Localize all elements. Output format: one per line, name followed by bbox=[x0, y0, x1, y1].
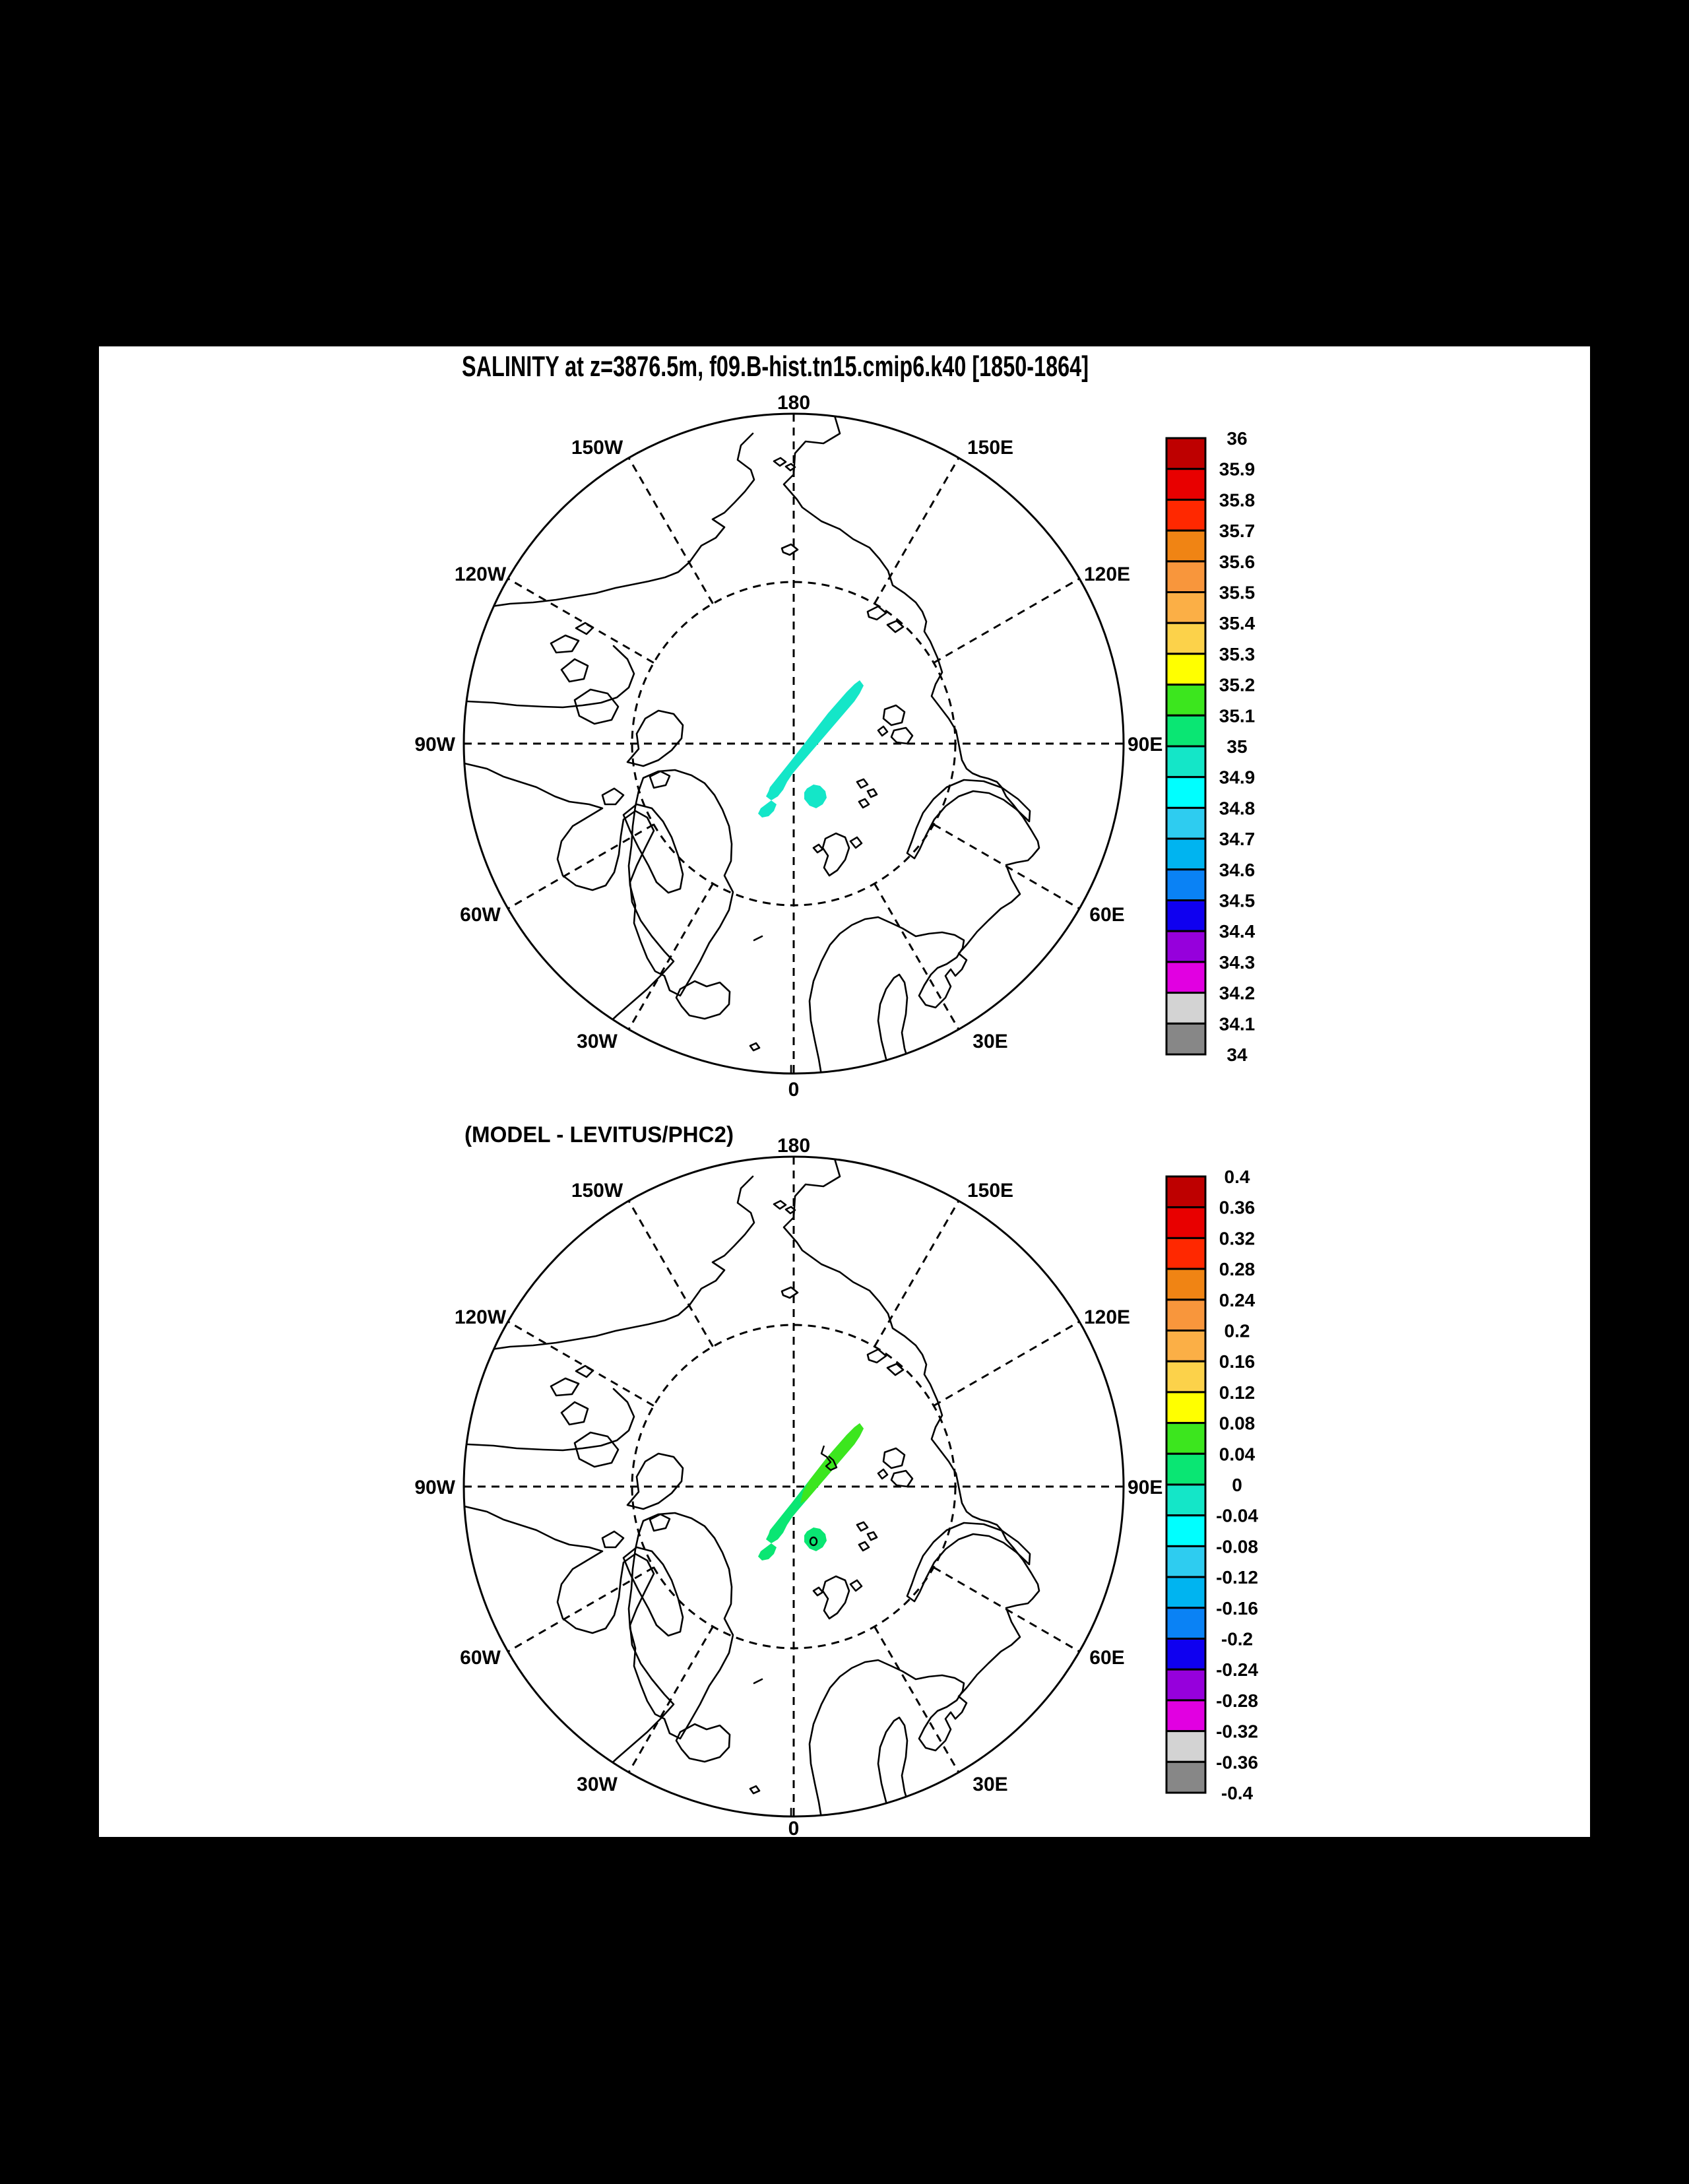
colorbar-tick-label: 0.24 bbox=[1219, 1289, 1256, 1310]
colorbar-cell bbox=[1166, 1361, 1205, 1392]
colorbar-cell bbox=[1166, 1485, 1205, 1516]
colorbar-tick-label: 0 bbox=[1232, 1475, 1242, 1495]
map2-content bbox=[464, 1159, 1039, 1822]
lon-label: 60W bbox=[460, 904, 501, 926]
colorbar-cell bbox=[1166, 1731, 1205, 1762]
colorbar-tick-label: 0.36 bbox=[1219, 1197, 1256, 1218]
colorbar-tick-label: -0.16 bbox=[1216, 1597, 1258, 1619]
map2-colorbar-cells bbox=[1166, 1176, 1205, 1793]
lon-label: 60W bbox=[460, 1647, 501, 1669]
colorbar-tick-label: 35.6 bbox=[1219, 551, 1256, 572]
colorbar-cell bbox=[1166, 1516, 1205, 1547]
colorbar-cell bbox=[1166, 438, 1205, 469]
colorbar-tick-label: 0.2 bbox=[1224, 1320, 1250, 1341]
lon-label: 150W bbox=[571, 437, 623, 459]
colorbar-tick-label: 35.1 bbox=[1219, 705, 1256, 726]
map2-title: (MODEL - LEVITUS/PHC2) bbox=[464, 1122, 734, 1147]
colorbar-tick-label: -0.4 bbox=[1221, 1783, 1254, 1803]
colorbar-tick-label: 35 bbox=[1227, 736, 1248, 757]
colorbar-cell bbox=[1166, 469, 1205, 500]
colorbar-tick-label: 36 bbox=[1227, 428, 1248, 449]
lon-label: 180 bbox=[777, 392, 811, 414]
colorbar-tick-label: 34.1 bbox=[1219, 1013, 1256, 1035]
lon-label: 120W bbox=[454, 563, 507, 585]
lon-label: 150W bbox=[571, 1180, 623, 1202]
map1-salinity-patch bbox=[758, 680, 864, 818]
colorbar-cell bbox=[1166, 1608, 1205, 1639]
colorbar-cell bbox=[1166, 1639, 1205, 1670]
colorbar-tick-label: -0.12 bbox=[1216, 1567, 1258, 1588]
colorbar-tick-label: -0.24 bbox=[1216, 1659, 1258, 1681]
colorbar-tick-label: 0.12 bbox=[1219, 1382, 1256, 1403]
colorbar-tick-label: -0.32 bbox=[1216, 1721, 1258, 1742]
plot-page bbox=[99, 346, 1590, 1837]
lon-label: 30W bbox=[577, 1774, 618, 1795]
colorbar-cell bbox=[1166, 1454, 1205, 1485]
lon-label: 30E bbox=[972, 1774, 1008, 1795]
colorbar-cell bbox=[1166, 746, 1205, 777]
map1-colorbar bbox=[1166, 428, 1256, 1065]
colorbar-cell bbox=[1166, 1700, 1205, 1731]
colorbar-tick-label: 0.16 bbox=[1219, 1351, 1256, 1372]
colorbar-tick-label: 35.8 bbox=[1219, 490, 1256, 511]
colorbar-tick-label: 0.32 bbox=[1219, 1228, 1256, 1249]
lon-label: 150E bbox=[967, 1180, 1014, 1202]
colorbar-cell bbox=[1166, 1577, 1205, 1608]
colorbar-cell bbox=[1166, 715, 1205, 746]
colorbar-cell bbox=[1166, 562, 1205, 593]
map1-coastlines bbox=[464, 416, 1039, 1079]
colorbar-cell bbox=[1166, 1023, 1205, 1054]
map1-colorbar-labels bbox=[1219, 428, 1256, 1065]
lon-label: 30W bbox=[577, 1031, 618, 1052]
colorbar-tick-label: -0.04 bbox=[1216, 1505, 1258, 1526]
map1-longitude-labels bbox=[414, 392, 1163, 1101]
lon-label: 120W bbox=[454, 1306, 507, 1328]
colorbar-cell bbox=[1166, 1546, 1205, 1577]
colorbar-cell bbox=[1166, 839, 1205, 870]
colorbar-cell bbox=[1166, 1762, 1205, 1793]
colorbar-tick-label: 34.4 bbox=[1219, 921, 1256, 942]
lon-label: 150E bbox=[967, 437, 1014, 459]
colorbar-cell bbox=[1166, 1392, 1205, 1423]
colorbar-cell bbox=[1166, 777, 1205, 808]
lon-label: 90E bbox=[1128, 734, 1163, 755]
colorbar-tick-label: 35.4 bbox=[1219, 613, 1256, 634]
lon-label: 60E bbox=[1089, 1647, 1125, 1669]
colorbar-cell bbox=[1166, 593, 1205, 624]
lon-label: 120E bbox=[1083, 563, 1131, 585]
lon-label: 90W bbox=[414, 1477, 455, 1498]
colorbar-tick-label: 34.6 bbox=[1219, 859, 1256, 880]
colorbar-tick-label: -0.36 bbox=[1216, 1752, 1258, 1773]
colorbar-tick-label: 0.28 bbox=[1219, 1259, 1256, 1280]
colorbar-cell bbox=[1166, 1238, 1205, 1269]
lon-label: 90W bbox=[414, 734, 455, 755]
colorbar-cell bbox=[1166, 962, 1205, 993]
colorbar-tick-label: 0.04 bbox=[1219, 1444, 1256, 1465]
lon-label: 60E bbox=[1089, 904, 1125, 926]
colorbar-cell bbox=[1166, 870, 1205, 901]
colorbar-cell bbox=[1166, 654, 1205, 685]
map2-graticule bbox=[464, 1157, 1124, 1816]
colorbar-tick-label: 34.5 bbox=[1219, 890, 1256, 911]
lon-label: 30E bbox=[972, 1031, 1008, 1052]
map1-colorbar-cells bbox=[1166, 438, 1205, 1054]
colorbar-tick-label: 35.5 bbox=[1219, 582, 1256, 603]
colorbar-cell bbox=[1166, 1269, 1205, 1300]
colorbar-cell bbox=[1166, 499, 1205, 530]
colorbar-tick-label: 0.4 bbox=[1224, 1167, 1250, 1187]
lon-label: 0 bbox=[788, 1818, 800, 1837]
colorbar-tick-label: 34 bbox=[1227, 1044, 1248, 1065]
colorbar-tick-label: -0.28 bbox=[1216, 1690, 1258, 1711]
map2-difference-patch-upper bbox=[800, 1423, 864, 1504]
colorbar-cell bbox=[1166, 530, 1205, 562]
colorbar-tick-label: 34.8 bbox=[1219, 798, 1256, 819]
lon-label: 180 bbox=[777, 1135, 811, 1157]
colorbar-cell bbox=[1166, 931, 1205, 962]
colorbar-tick-label: 34.2 bbox=[1219, 982, 1256, 1004]
colorbar-cell bbox=[1166, 1176, 1205, 1207]
colorbar-tick-label: 35.7 bbox=[1219, 521, 1256, 542]
colorbar-tick-label: 0.08 bbox=[1219, 1413, 1256, 1434]
colorbar-tick-label: 34.7 bbox=[1219, 829, 1256, 850]
map2 bbox=[414, 1135, 1163, 1837]
lon-label: 0 bbox=[788, 1079, 800, 1101]
map2-colorbar-labels bbox=[1216, 1167, 1258, 1803]
colorbar-cell bbox=[1166, 901, 1205, 932]
colorbar-tick-label: 35.9 bbox=[1219, 459, 1256, 480]
map1 bbox=[414, 392, 1163, 1101]
lon-label: 90E bbox=[1128, 1477, 1163, 1498]
colorbar-tick-label: 35.3 bbox=[1219, 643, 1256, 664]
colorbar-cell bbox=[1166, 1331, 1205, 1362]
colorbar-tick-label: -0.08 bbox=[1216, 1536, 1258, 1557]
map2-coastlines bbox=[464, 1159, 1039, 1822]
colorbar-cell bbox=[1166, 1300, 1205, 1331]
colorbar-cell bbox=[1166, 1207, 1205, 1238]
colorbar-tick-label: 34.3 bbox=[1219, 951, 1256, 973]
colorbar-cell bbox=[1166, 685, 1205, 716]
map1-content bbox=[464, 416, 1039, 1079]
colorbar-tick-label: -0.2 bbox=[1221, 1628, 1254, 1650]
colorbar-tick-label: 34.9 bbox=[1219, 767, 1256, 788]
colorbar-cell bbox=[1166, 993, 1205, 1024]
colorbar-cell bbox=[1166, 1669, 1205, 1700]
colorbar-tick-label: 35.2 bbox=[1219, 674, 1256, 695]
lon-label: 120E bbox=[1083, 1306, 1131, 1328]
colorbar-cell bbox=[1166, 808, 1205, 839]
colorbar-cell bbox=[1166, 623, 1205, 654]
map2-colorbar bbox=[1166, 1167, 1258, 1803]
map1-graticule bbox=[464, 414, 1124, 1074]
map1-title: SALINITY at z=3876.5m, f09.B-hist.tn15.cmip6.k40 [1850-1864] bbox=[462, 350, 1089, 383]
diagnostic-figure bbox=[99, 346, 1590, 1837]
colorbar-cell bbox=[1166, 1423, 1205, 1454]
